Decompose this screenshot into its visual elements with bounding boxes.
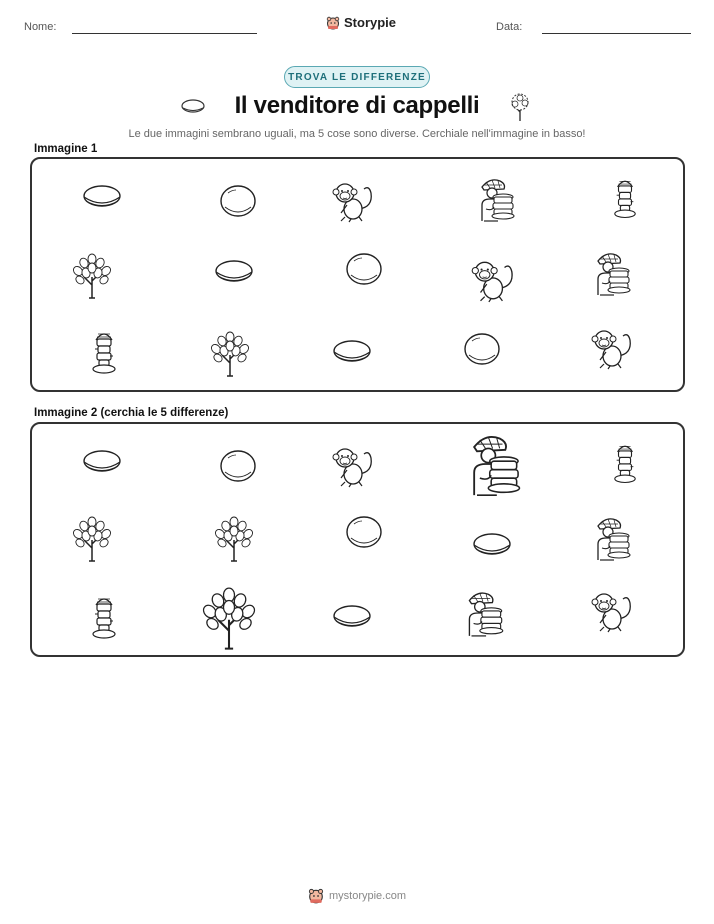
ball-icon	[344, 251, 384, 287]
tree-icon	[208, 329, 252, 377]
title-tree-icon	[506, 92, 534, 122]
monkey-icon[interactable]	[328, 444, 376, 488]
monkey-icon	[468, 257, 516, 303]
hat-icon	[332, 335, 372, 369]
peddler-icon[interactable]	[462, 430, 526, 498]
ball-icon	[462, 331, 502, 367]
monkey-icon	[328, 179, 376, 223]
monkey-icon[interactable]	[588, 588, 634, 634]
storypie-logo-icon	[326, 16, 340, 30]
page-title: Il venditore di cappelli	[234, 92, 480, 119]
picture-panel-2[interactable]	[30, 422, 685, 657]
tree-icon[interactable]	[198, 584, 260, 650]
hat-stack-icon	[612, 175, 638, 221]
hat-icon[interactable]	[332, 600, 372, 634]
tree-icon[interactable]	[70, 514, 114, 562]
monkey-icon	[588, 325, 634, 371]
hat-icon	[82, 181, 122, 213]
tree-icon	[70, 251, 114, 299]
date-label: Data:	[496, 21, 523, 33]
picture-panel-1	[30, 157, 685, 392]
date-field[interactable]	[542, 33, 691, 34]
peddler-icon[interactable]	[462, 588, 506, 638]
hat-stack-icon	[90, 327, 118, 377]
tree-icon[interactable]	[212, 514, 256, 562]
hat-stack-icon[interactable]	[90, 592, 118, 642]
ball-icon	[218, 181, 258, 221]
name-field[interactable]	[72, 33, 257, 34]
panel-2-label: Immagine 2 (cerchia le 5 differenze)	[34, 407, 229, 419]
peddler-icon[interactable]	[590, 514, 634, 562]
footer-logo-icon	[308, 888, 324, 904]
activity-badge: TROVA LE DIFFERENZE	[284, 66, 430, 88]
footer	[0, 888, 714, 904]
brand-logo	[326, 15, 396, 30]
panel-1-label: Immagine 1	[34, 143, 98, 155]
peddler-icon	[474, 175, 518, 223]
hat-icon[interactable]	[472, 528, 512, 562]
name-label: Nome:	[24, 21, 57, 33]
brand-name: Storypie	[344, 15, 397, 30]
hat-stack-icon[interactable]	[612, 440, 638, 486]
instructions: Le due immagini sembrano uguali, ma 5 cose sono diverse. Cerchiale nell'immagine in basso!	[128, 128, 586, 140]
ball-icon[interactable]	[218, 446, 258, 486]
footer-url: mystorypie.com	[328, 890, 407, 902]
hat-icon	[214, 255, 254, 289]
peddler-icon	[590, 249, 634, 297]
ball-icon[interactable]	[344, 514, 384, 550]
hat-icon[interactable]	[82, 446, 122, 478]
